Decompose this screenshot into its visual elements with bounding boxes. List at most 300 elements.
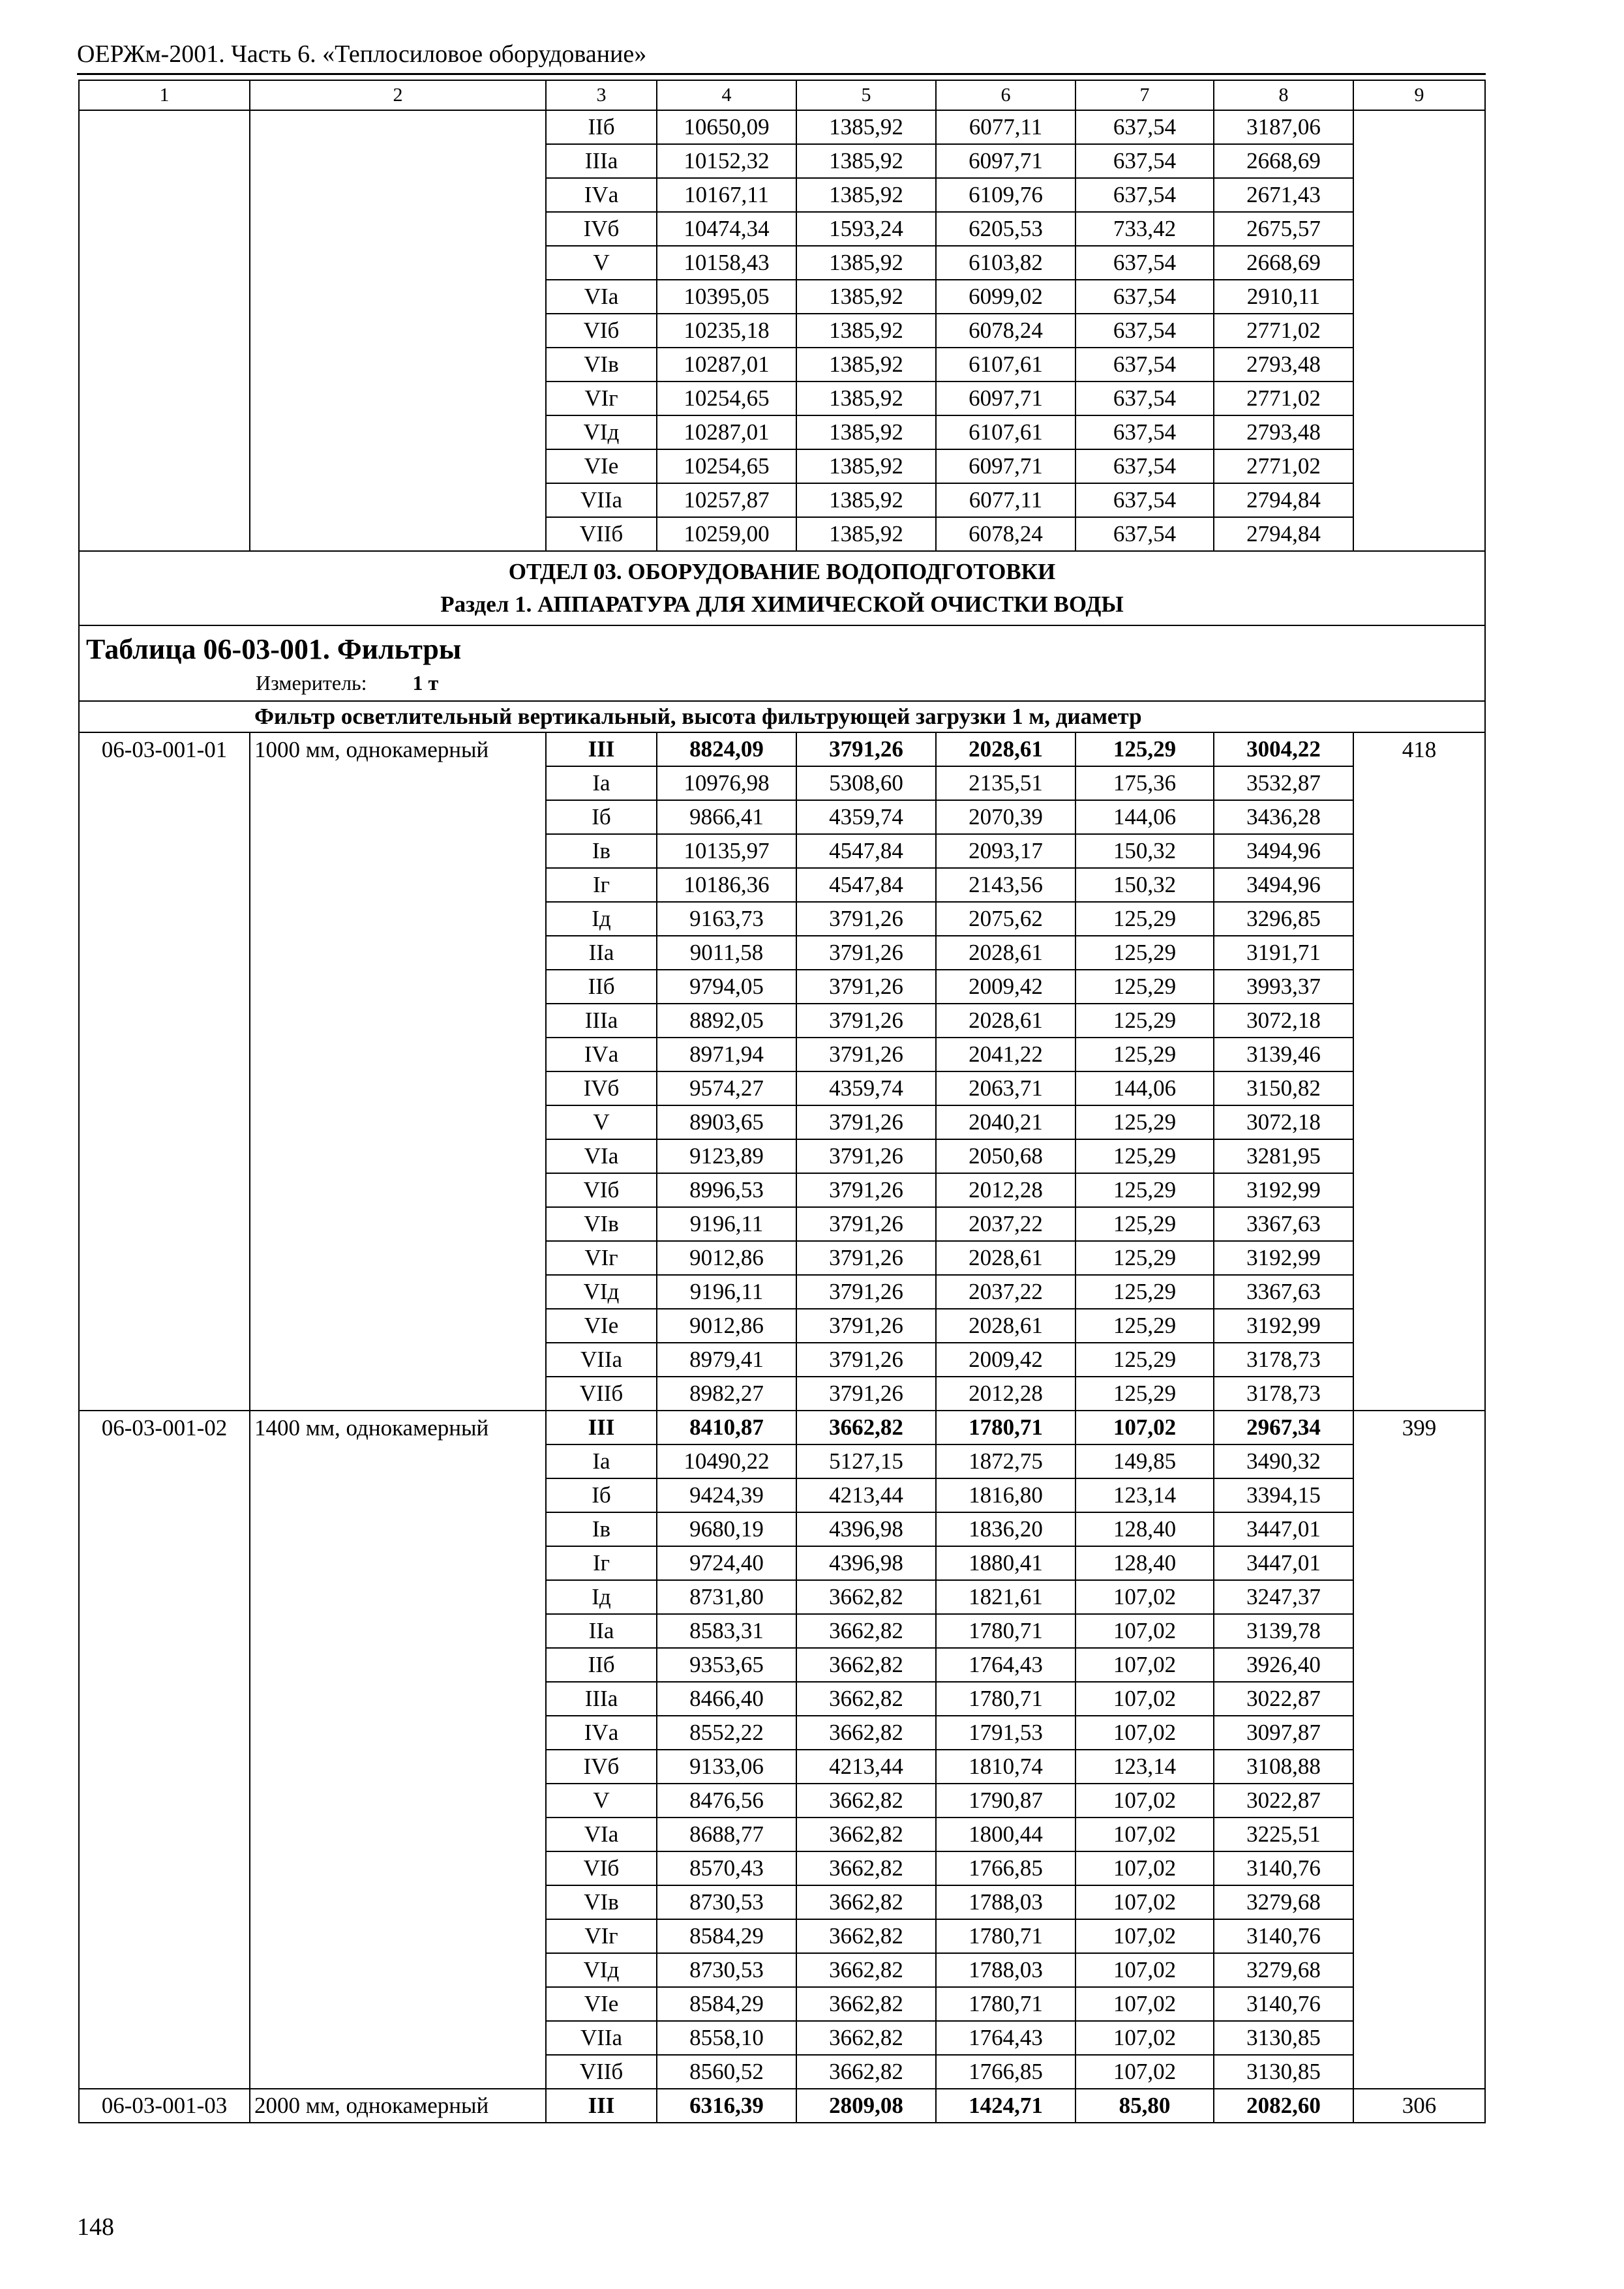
value-cell: 1385,92: [796, 415, 936, 449]
value-cell: 2771,02: [1214, 449, 1353, 483]
value-cell: 1385,92: [796, 348, 936, 382]
zone-cell: VIа: [546, 280, 657, 314]
table-row: [79, 1444, 1485, 1478]
value-cell: 1836,20: [936, 1512, 1075, 1546]
zone-cell: IVа: [546, 1716, 657, 1750]
value-cell: 1385,92: [796, 449, 936, 483]
item-code-cell: [79, 1004, 250, 1038]
zone-cell: VIд: [546, 1275, 657, 1309]
table-row: [79, 766, 1485, 800]
value-cell: 2041,22: [936, 1038, 1075, 1071]
table-row: [79, 2021, 1485, 2055]
table-row: [79, 1343, 1485, 1377]
value-cell: 10287,01: [657, 415, 796, 449]
column-header: 5: [796, 80, 936, 110]
zone-cell: VIе: [546, 449, 657, 483]
value-cell: 2009,42: [936, 970, 1075, 1004]
value-cell: 3247,37: [1214, 1580, 1353, 1614]
table-title-row: [79, 625, 1485, 701]
column-header: 8: [1214, 80, 1353, 110]
value-cell: 2809,08: [796, 2089, 936, 2123]
value-cell: 1790,87: [936, 1784, 1075, 1818]
col9-cell: [1353, 1512, 1485, 1546]
value-cell: 3022,87: [1214, 1784, 1353, 1818]
table-row: [79, 382, 1485, 415]
item-name-cell: [250, 144, 546, 178]
item-name-cell: [250, 1173, 546, 1207]
value-cell: 3296,85: [1214, 902, 1353, 936]
col9-cell: [1353, 1105, 1485, 1139]
value-cell: 9123,89: [657, 1139, 796, 1173]
value-cell: 3004,22: [1214, 732, 1353, 766]
value-cell: 107,02: [1075, 1953, 1214, 1987]
table-row: [79, 1648, 1485, 1682]
col9-cell: [1353, 1919, 1485, 1953]
value-cell: 107,02: [1075, 1885, 1214, 1919]
table-row: [79, 212, 1485, 246]
value-cell: 637,54: [1075, 110, 1214, 144]
value-cell: 3791,26: [796, 1275, 936, 1309]
value-cell: 2009,42: [936, 1343, 1075, 1377]
value-cell: 4396,98: [796, 1512, 936, 1546]
col9-cell: [1353, 1478, 1485, 1512]
value-cell: 8410,87: [657, 1411, 796, 1444]
zone-cell: Iб: [546, 800, 657, 834]
value-cell: 3791,26: [796, 1241, 936, 1275]
value-cell: 8996,53: [657, 1173, 796, 1207]
value-cell: 4547,84: [796, 868, 936, 902]
value-cell: 637,54: [1075, 517, 1214, 551]
value-cell: 8466,40: [657, 1682, 796, 1716]
zone-cell: VIв: [546, 348, 657, 382]
item-name-cell: [250, 246, 546, 280]
col9-cell: [1353, 1885, 1485, 1919]
value-cell: 1788,03: [936, 1885, 1075, 1919]
col9-cell: [1353, 1173, 1485, 1207]
value-cell: 3140,76: [1214, 1851, 1353, 1885]
value-cell: 2063,71: [936, 1071, 1075, 1105]
item-name-cell: [250, 382, 546, 415]
value-cell: 3791,26: [796, 970, 936, 1004]
table-row: [79, 449, 1485, 483]
item-code-cell: [79, 1851, 250, 1885]
value-cell: 3281,95: [1214, 1139, 1353, 1173]
item-code-cell: [79, 1716, 250, 1750]
zone-cell: VIв: [546, 1885, 657, 1919]
table-row: [79, 970, 1485, 1004]
item-code-cell: 06-03-001-01: [79, 732, 250, 766]
value-cell: 10259,00: [657, 517, 796, 551]
col9-cell: [1353, 246, 1485, 280]
value-cell: 1385,92: [796, 483, 936, 517]
value-cell: 123,14: [1075, 1478, 1214, 1512]
rates-table-body: [79, 80, 1485, 2123]
table-row: [79, 1919, 1485, 1953]
item-code-cell: [79, 449, 250, 483]
value-cell: 150,32: [1075, 868, 1214, 902]
item-code-cell: [79, 348, 250, 382]
value-cell: 125,29: [1075, 936, 1214, 970]
value-cell: 1766,85: [936, 1851, 1075, 1885]
value-cell: 2028,61: [936, 936, 1075, 970]
item-name-cell: [250, 415, 546, 449]
value-cell: 3187,06: [1214, 110, 1353, 144]
table-row: [79, 1512, 1485, 1546]
item-code-cell: [79, 766, 250, 800]
zone-cell: VIб: [546, 314, 657, 348]
zone-cell: VIе: [546, 1309, 657, 1343]
item-code-cell: [79, 902, 250, 936]
column-header: 3: [546, 80, 657, 110]
item-code-cell: [79, 1987, 250, 2021]
zone-cell: Iа: [546, 1444, 657, 1478]
value-cell: 8558,10: [657, 2021, 796, 2055]
value-cell: 3225,51: [1214, 1818, 1353, 1851]
value-cell: 10254,65: [657, 449, 796, 483]
value-cell: 107,02: [1075, 1851, 1214, 1885]
col9-cell: [1353, 1004, 1485, 1038]
zone-cell: III: [546, 732, 657, 766]
value-cell: 3140,76: [1214, 1987, 1353, 2021]
item-code-cell: [79, 1071, 250, 1105]
table-row: [79, 1275, 1485, 1309]
zone-cell: VIIб: [546, 517, 657, 551]
item-name-cell: [250, 1207, 546, 1241]
value-cell: 3662,82: [796, 1614, 936, 1648]
item-code-cell: [79, 314, 250, 348]
zone-cell: V: [546, 1784, 657, 1818]
value-cell: 2671,43: [1214, 178, 1353, 212]
value-cell: 2050,68: [936, 1139, 1075, 1173]
value-cell: 2668,69: [1214, 246, 1353, 280]
value-cell: 8584,29: [657, 1919, 796, 1953]
value-cell: 10257,87: [657, 483, 796, 517]
table-row: [79, 1071, 1485, 1105]
item-name-cell: [250, 1478, 546, 1512]
table-row: [79, 1885, 1485, 1919]
value-cell: 125,29: [1075, 1377, 1214, 1411]
item-name-cell: [250, 517, 546, 551]
zone-cell: IVб: [546, 1750, 657, 1784]
value-cell: 10186,36: [657, 868, 796, 902]
item-name-cell: [250, 1275, 546, 1309]
zone-cell: VIIа: [546, 1343, 657, 1377]
col9-cell: [1353, 1648, 1485, 1682]
value-cell: 8903,65: [657, 1105, 796, 1139]
col9-cell: [1353, 1377, 1485, 1411]
zone-cell: Iг: [546, 868, 657, 902]
value-cell: 1780,71: [936, 1614, 1075, 1648]
col9-cell: [1353, 1682, 1485, 1716]
item-name-cell: [250, 1546, 546, 1580]
value-cell: 637,54: [1075, 483, 1214, 517]
item-code-cell: [79, 1038, 250, 1071]
value-cell: 1385,92: [796, 178, 936, 212]
value-cell: 3178,73: [1214, 1343, 1353, 1377]
zone-cell: V: [546, 1105, 657, 1139]
value-cell: 1385,92: [796, 314, 936, 348]
value-cell: 107,02: [1075, 1648, 1214, 1682]
col9-cell: [1353, 1851, 1485, 1885]
item-name-cell: [250, 766, 546, 800]
table-row: [79, 834, 1485, 868]
item-code-cell: [79, 834, 250, 868]
item-name-cell: [250, 868, 546, 902]
zone-cell: IIа: [546, 1614, 657, 1648]
value-cell: 2012,28: [936, 1173, 1075, 1207]
value-cell: 637,54: [1075, 144, 1214, 178]
item-name-cell: [250, 936, 546, 970]
value-cell: 8476,56: [657, 1784, 796, 1818]
value-cell: 107,02: [1075, 1614, 1214, 1648]
item-code-cell: [79, 1614, 250, 1648]
value-cell: 2794,84: [1214, 517, 1353, 551]
table-row: [79, 1750, 1485, 1784]
value-cell: 637,54: [1075, 415, 1214, 449]
zone-cell: V: [546, 246, 657, 280]
value-cell: 1788,03: [936, 1953, 1075, 1987]
value-cell: 6097,71: [936, 449, 1075, 483]
value-cell: 1424,71: [936, 2089, 1075, 2123]
col9-cell: [1353, 834, 1485, 868]
item-code-cell: [79, 1343, 250, 1377]
item-code-cell: 06-03-001-03: [79, 2089, 250, 2123]
value-cell: 3662,82: [796, 1580, 936, 1614]
item-code-cell: [79, 1580, 250, 1614]
document-header: ОЕРЖм-2001. Часть 6. «Теплосиловое оборудование»: [77, 40, 647, 68]
zone-cell: VIIб: [546, 1377, 657, 1411]
table-row: [79, 1173, 1485, 1207]
value-cell: 1385,92: [796, 280, 936, 314]
value-cell: 85,80: [1075, 2089, 1214, 2123]
zone-cell: VIг: [546, 382, 657, 415]
value-cell: 10976,98: [657, 766, 796, 800]
value-cell: 2028,61: [936, 1241, 1075, 1275]
zone-cell: IVа: [546, 1038, 657, 1071]
value-cell: 10650,09: [657, 110, 796, 144]
value-cell: 4359,74: [796, 800, 936, 834]
value-cell: 9196,11: [657, 1207, 796, 1241]
value-cell: 3139,78: [1214, 1614, 1353, 1648]
item-code-cell: [79, 483, 250, 517]
value-cell: 10152,32: [657, 144, 796, 178]
value-cell: 107,02: [1075, 1784, 1214, 1818]
table-row: [79, 314, 1485, 348]
table-row: [79, 144, 1485, 178]
item-name-cell: [250, 1750, 546, 1784]
value-cell: 3192,99: [1214, 1173, 1353, 1207]
value-cell: 2910,11: [1214, 280, 1353, 314]
value-cell: 637,54: [1075, 348, 1214, 382]
value-cell: 3791,26: [796, 1105, 936, 1139]
value-cell: 2070,39: [936, 800, 1075, 834]
section-line-1: ОТДЕЛ 03. ОБОРУДОВАНИЕ ВОДОПОДГОТОВКИ: [508, 559, 1056, 584]
col9-cell: 306: [1353, 2089, 1485, 2123]
value-cell: 3150,82: [1214, 1071, 1353, 1105]
value-cell: 107,02: [1075, 1411, 1214, 1444]
value-cell: 2075,62: [936, 902, 1075, 936]
col9-cell: [1353, 280, 1485, 314]
item-name-cell: [250, 800, 546, 834]
value-cell: 107,02: [1075, 1987, 1214, 2021]
table-row: [79, 1716, 1485, 1750]
value-cell: 2082,60: [1214, 2089, 1353, 2123]
table-row: [79, 1614, 1485, 1648]
value-cell: 6316,39: [657, 2089, 796, 2123]
zone-cell: VIб: [546, 1173, 657, 1207]
value-cell: 6205,53: [936, 212, 1075, 246]
value-cell: 1872,75: [936, 1444, 1075, 1478]
table-row: [79, 1377, 1485, 1411]
rates-table: [78, 80, 1486, 2123]
zone-cell: VIе: [546, 1987, 657, 2021]
value-cell: 9424,39: [657, 1478, 796, 1512]
table-title-block: [79, 625, 1485, 701]
item-code-cell: [79, 970, 250, 1004]
zone-cell: IIIа: [546, 1004, 657, 1038]
col9-cell: [1353, 1038, 1485, 1071]
item-name-cell: [250, 1648, 546, 1682]
value-cell: 3791,26: [796, 1004, 936, 1038]
item-code-cell: [79, 1953, 250, 1987]
item-code-cell: [79, 1784, 250, 1818]
value-cell: 4213,44: [796, 1750, 936, 1784]
value-cell: 1780,71: [936, 1411, 1075, 1444]
col9-cell: [1353, 1784, 1485, 1818]
value-cell: 8971,94: [657, 1038, 796, 1071]
value-cell: 6078,24: [936, 314, 1075, 348]
zone-cell: VIв: [546, 1207, 657, 1241]
value-cell: 1593,24: [796, 212, 936, 246]
item-code-cell: [79, 936, 250, 970]
value-cell: 10167,11: [657, 178, 796, 212]
zone-cell: III: [546, 1411, 657, 1444]
col9-cell: [1353, 1241, 1485, 1275]
value-cell: 1791,53: [936, 1716, 1075, 1750]
item-name-cell: [250, 1105, 546, 1139]
value-cell: 125,29: [1075, 1343, 1214, 1377]
value-cell: 8583,31: [657, 1614, 796, 1648]
value-cell: 3662,82: [796, 1919, 936, 1953]
value-cell: 125,29: [1075, 1275, 1214, 1309]
item-code-cell: [79, 1750, 250, 1784]
item-code-cell: [79, 1885, 250, 1919]
item-name-cell: [250, 1818, 546, 1851]
value-cell: 5127,15: [796, 1444, 936, 1478]
col9-cell: [1353, 766, 1485, 800]
col9-cell: [1353, 1444, 1485, 1478]
table-row: [79, 1139, 1485, 1173]
item-name-cell: [250, 1377, 546, 1411]
col9-cell: [1353, 2055, 1485, 2089]
value-cell: 8892,05: [657, 1004, 796, 1038]
table-row: [79, 868, 1485, 902]
col9-cell: [1353, 348, 1485, 382]
item-name-cell: [250, 212, 546, 246]
value-cell: 3662,82: [796, 1885, 936, 1919]
zone-cell: VIд: [546, 1953, 657, 1987]
item-code-cell: [79, 2021, 250, 2055]
value-cell: 149,85: [1075, 1444, 1214, 1478]
col9-cell: [1353, 1818, 1485, 1851]
item-code-cell: [79, 1207, 250, 1241]
value-cell: 125,29: [1075, 732, 1214, 766]
item-code-cell: [79, 110, 250, 144]
item-code-cell: 06-03-001-02: [79, 1411, 250, 1444]
col9-cell: [1353, 1750, 1485, 1784]
value-cell: 3662,82: [796, 1953, 936, 1987]
header-rule: [77, 73, 1486, 75]
value-cell: 1780,71: [936, 1919, 1075, 1953]
table-row: [79, 178, 1485, 212]
value-cell: 1816,80: [936, 1478, 1075, 1512]
value-cell: 2794,84: [1214, 483, 1353, 517]
zone-cell: VIг: [546, 1919, 657, 1953]
value-cell: 125,29: [1075, 1004, 1214, 1038]
item-code-cell: [79, 1173, 250, 1207]
value-cell: 2771,02: [1214, 314, 1353, 348]
item-name-cell: 1000 мм, однокамерный: [250, 732, 546, 766]
value-cell: 8570,43: [657, 1851, 796, 1885]
item-name-cell: [250, 902, 546, 936]
col9-cell: [1353, 902, 1485, 936]
table-row: [79, 2089, 1485, 2123]
item-name-cell: 2000 мм, однокамерный: [250, 2089, 546, 2123]
item-name-cell: [250, 1919, 546, 1953]
value-cell: 8688,77: [657, 1818, 796, 1851]
value-cell: 1880,41: [936, 1546, 1075, 1580]
value-cell: 1780,71: [936, 1987, 1075, 2021]
item-name-cell: [250, 314, 546, 348]
table-row: [79, 936, 1485, 970]
value-cell: 123,14: [1075, 1750, 1214, 1784]
value-cell: 3662,82: [796, 2021, 936, 2055]
value-cell: 6107,61: [936, 415, 1075, 449]
zone-cell: IIIа: [546, 1682, 657, 1716]
item-code-cell: [79, 1546, 250, 1580]
table-row: [79, 1987, 1485, 2021]
value-cell: 6107,61: [936, 348, 1075, 382]
col9-cell: [1353, 382, 1485, 415]
item-name-cell: [250, 1987, 546, 2021]
col9-cell: [1353, 800, 1485, 834]
value-cell: 5308,60: [796, 766, 936, 800]
table-row: [79, 1105, 1485, 1139]
group-title: Фильтр осветлительный вертикальный, высота фильтрующей загрузки 1 м, диаметр: [79, 701, 1485, 732]
value-cell: 637,54: [1075, 449, 1214, 483]
table-row: [79, 110, 1485, 144]
section-title: [79, 551, 1485, 625]
item-name-cell: [250, 1682, 546, 1716]
item-code-cell: [79, 1512, 250, 1546]
value-cell: 3367,63: [1214, 1207, 1353, 1241]
value-cell: 2793,48: [1214, 348, 1353, 382]
value-cell: 125,29: [1075, 1173, 1214, 1207]
value-cell: 6097,71: [936, 382, 1075, 415]
value-cell: 3791,26: [796, 902, 936, 936]
zone-cell: Iв: [546, 834, 657, 868]
table-row: [79, 2055, 1485, 2089]
value-cell: 8730,53: [657, 1953, 796, 1987]
value-cell: 3140,76: [1214, 1919, 1353, 1953]
value-cell: 10254,65: [657, 382, 796, 415]
item-code-cell: [79, 868, 250, 902]
section-line-2: Раздел 1. АППАРАТУРА ДЛЯ ХИМИЧЕСКОЙ ОЧИСТКИ ВОДЫ: [440, 591, 1124, 617]
value-cell: 3279,68: [1214, 1885, 1353, 1919]
zone-cell: Iб: [546, 1478, 657, 1512]
value-cell: 1810,74: [936, 1750, 1075, 1784]
value-cell: 2093,17: [936, 834, 1075, 868]
